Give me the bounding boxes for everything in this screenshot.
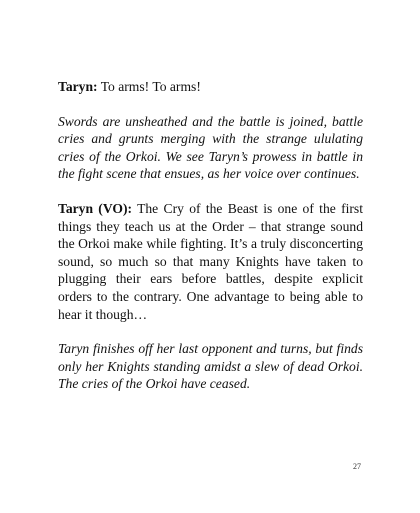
stage-direction-battle: Swords are unsheathed and the battle is joined, battle cries and grunts merging with the strange ululating cries of the Orkoi. We see Taryn’s prowess in battle in the fight scene that ensues, as her voice over continues.: [58, 113, 363, 182]
script-body: [58, 78, 363, 410]
dialogue-paragraph-taryn: [58, 78, 363, 96]
stage-direction-aftermath: Taryn finishes off her last opponent and turns, but finds only her Knights standing amidst a slew of dead Orkoi. The cries of the Orkoi have ceased.: [58, 341, 363, 392]
dialogue-text: The Cry of the Beast is one of the first things they teach us at the Order – that strange sound the Orkoi make while fighting. It’s a truly disconcerting sound, so much so that many Knights have taken to plugging their ears before battles, despite explicit orders to the contrary. One advantage to being able to hear it though…: [58, 200, 363, 322]
speaker-name: Taryn (VO):: [58, 200, 133, 216]
dialogue-text: To arms! To arms!: [97, 79, 201, 94]
page-number: 27: [353, 462, 361, 471]
dialogue-paragraph-taryn-vo: [58, 200, 363, 323]
speaker-name: Taryn:: [58, 79, 98, 94]
